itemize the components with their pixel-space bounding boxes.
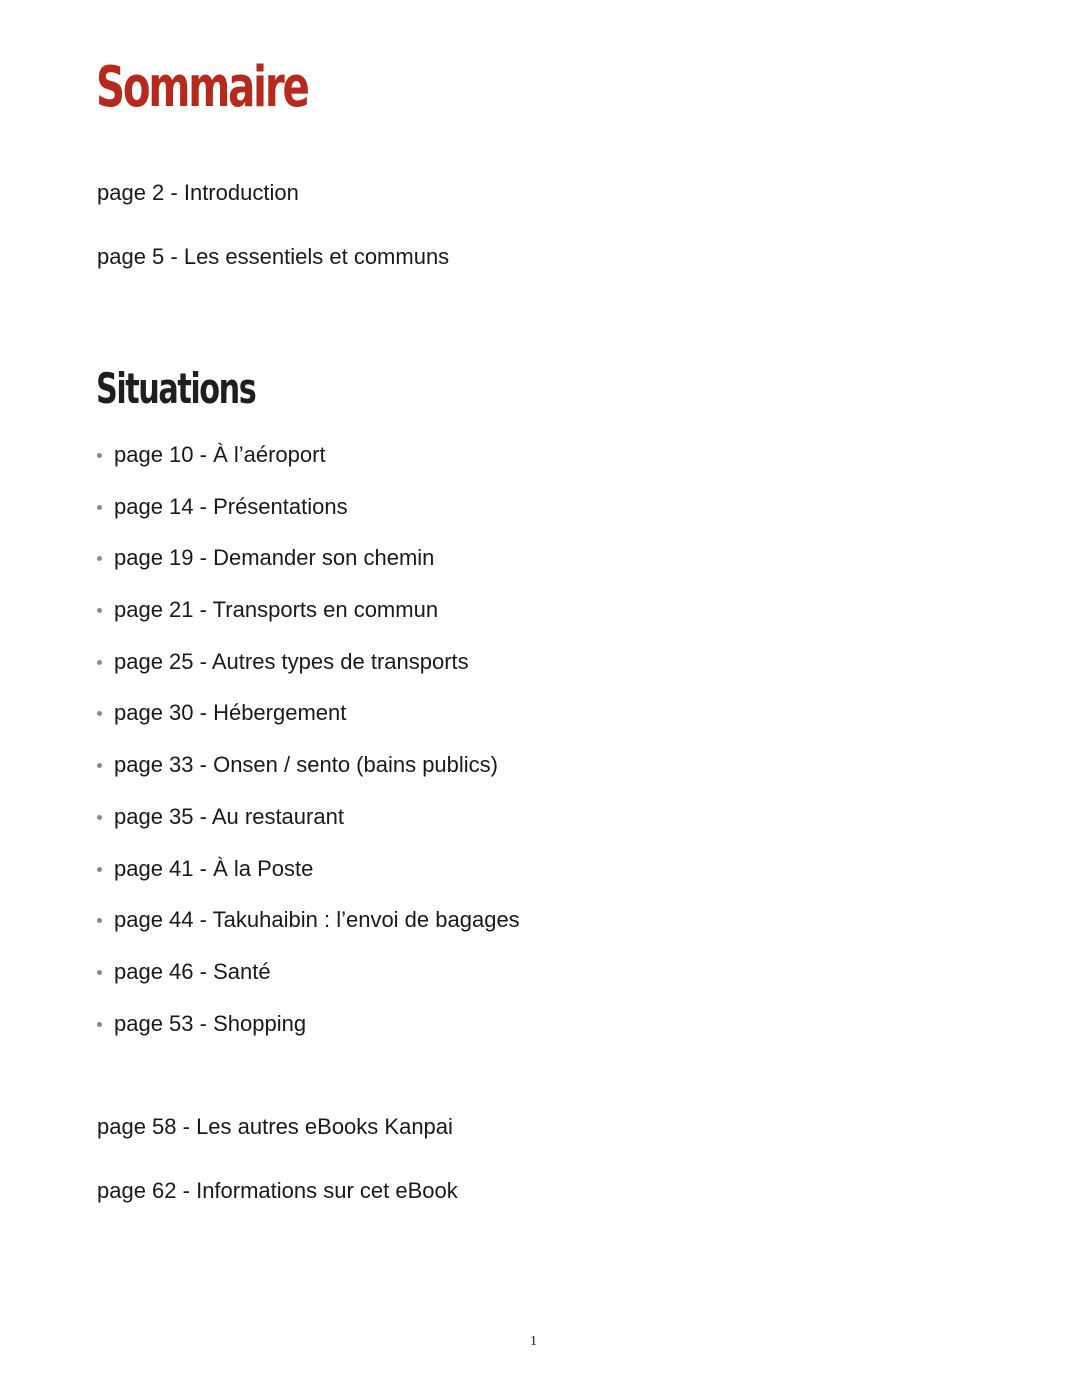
- bullet-icon: [97, 815, 102, 820]
- list-item: [97, 803, 520, 855]
- bullet-icon: [97, 505, 102, 510]
- list-item: [97, 648, 520, 700]
- toc-entry-text: page 10 - À l’aéroport: [114, 442, 326, 467]
- list-item: [97, 906, 520, 958]
- bullet-icon: [97, 556, 102, 561]
- bullet-icon: [97, 660, 102, 665]
- list-item: [97, 699, 520, 751]
- list-item: [97, 1010, 520, 1062]
- bullet-icon: [97, 1022, 102, 1027]
- list-item: [97, 855, 520, 907]
- toc-entry-text: page 35 - Au restaurant: [114, 803, 344, 829]
- bullet-icon: [97, 453, 102, 458]
- toc-entry-text: page 30 - Hébergement: [114, 700, 347, 726]
- list-item: [97, 751, 520, 803]
- toc-entry-text: page 33 - Onsen / sento (bains publics): [114, 752, 499, 778]
- page-number: 1: [530, 1334, 537, 1349]
- bullet-icon: [97, 711, 102, 716]
- toc-entry-text: page 44 - Takuhaibin : l’envoi de bagages: [114, 907, 520, 933]
- list-item: [97, 544, 520, 596]
- toc-entry-introduction: page 2 - Introduction: [97, 180, 299, 205]
- toc-entry-text: page 14 - Présentations: [114, 493, 348, 519]
- toc-entry-text: page 25 - Autres types de transports: [114, 648, 469, 674]
- toc-entry-text: page 19 - Demander son chemin: [114, 545, 435, 571]
- page-title: Sommaire: [96, 55, 308, 120]
- list-item: [97, 958, 520, 1010]
- toc-entry-text: page 41 - À la Poste: [114, 855, 314, 881]
- list-item: [97, 441, 520, 493]
- toc-entry-ebook-info: page 62 - Informations sur cet eBook: [97, 1178, 458, 1203]
- toc-entry-text: page 53 - Shopping: [114, 1010, 307, 1036]
- toc-entry-text: page 21 - Transports en commun: [114, 597, 439, 623]
- toc-entry-essentials: page 5 - Les essentiels et communs: [97, 244, 450, 269]
- bullet-icon: [97, 763, 102, 768]
- bullet-icon: [97, 867, 102, 872]
- section-title-situations: Situations: [96, 364, 256, 413]
- list-item: [97, 493, 520, 545]
- bullet-icon: [97, 918, 102, 923]
- toc-entry-text: page 46 - Santé: [114, 958, 271, 984]
- situations-list: [97, 441, 520, 1061]
- list-item: [97, 596, 520, 648]
- bullet-icon: [97, 608, 102, 613]
- toc-entry-other-ebooks: page 58 - Les autres eBooks Kanpai: [97, 1114, 453, 1139]
- bullet-icon: [97, 970, 102, 975]
